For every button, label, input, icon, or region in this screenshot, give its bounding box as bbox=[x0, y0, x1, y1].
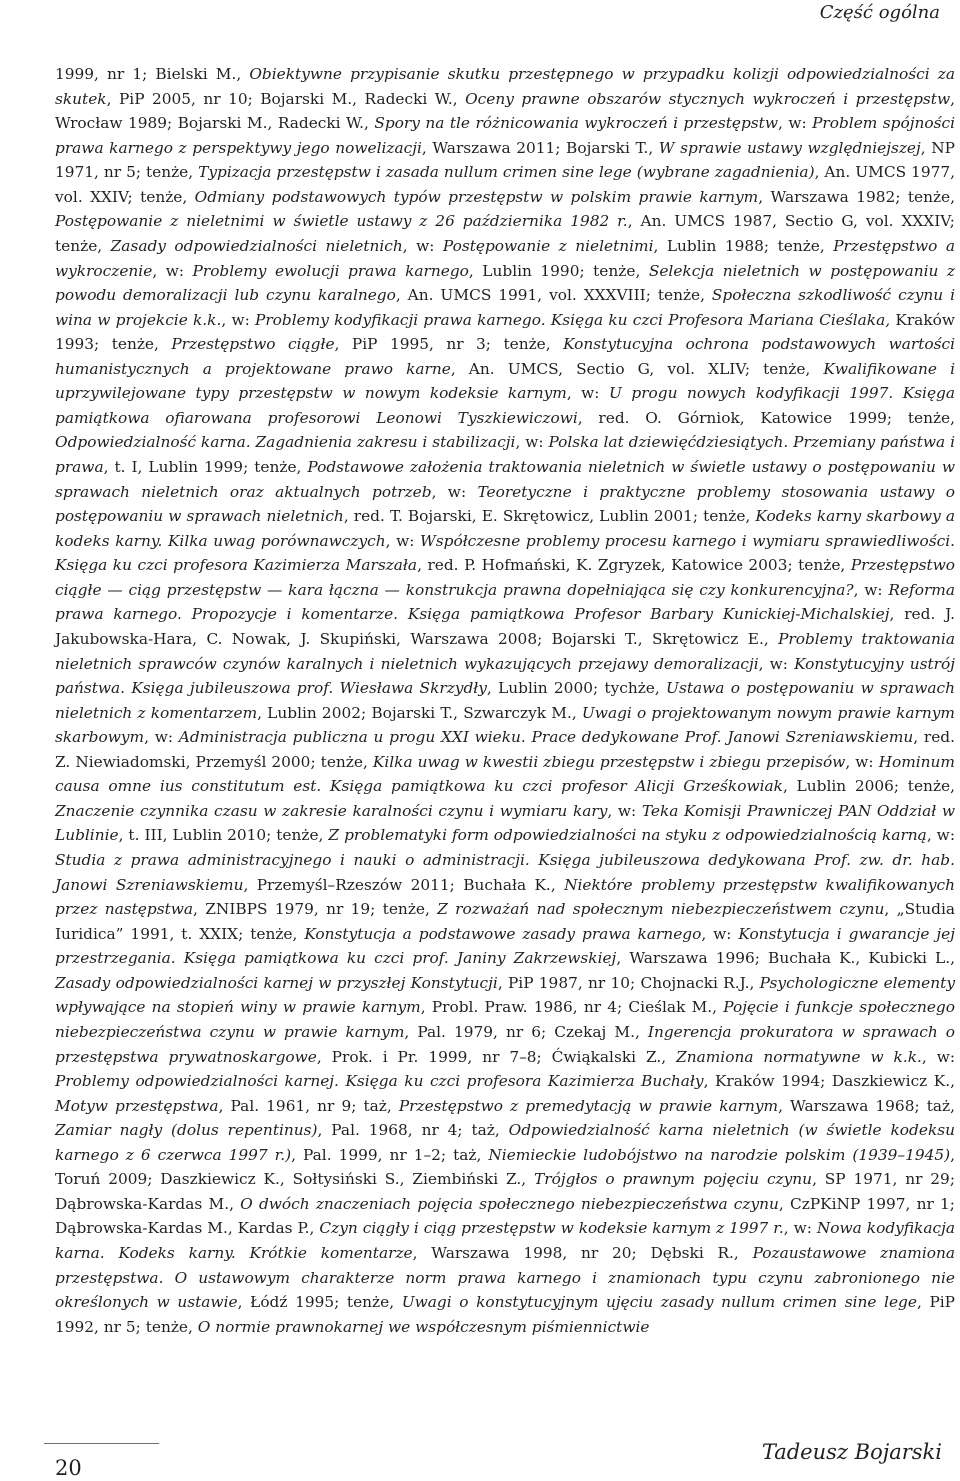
running-footer-author: Tadeusz Bojarski bbox=[761, 1440, 942, 1464]
running-header: Część ogólna bbox=[819, 2, 940, 23]
bibliography-text: 1999, nr 1; Bielski M., Obiektywne przypisanie skutku przestępnego w przypadku kolizji odpowiedzialności za skutek, PiP 2005, nr 10; Bojarski M., Radecki W., Oceny prawne obszarów stycznych wykroczeń i przestępstw, Wrocław 1989; Bojarski M., Radecki W., Spory na tle różnicowania wykroczeń i przestępstw, w: Problem spójności prawa karnego z perspektywy jego nowelizacji, Warszawa 2011; Bojarski T., W sprawie ustawy względniejszej, NP 1971, nr 5; tenże, Typizacja przestępstw i zasada nullum crimen sine lege (wybrane zagadnienia), An. UMCS 1977, vol. XXIV; tenże, Odmiany podstawowych typów przestępstw w polskim prawie karnym, Warszawa 1982; tenże, Postępowanie z nieletnimi w świetle ustawy z 26 października 1982 r., An. UMCS 1987, Sectio G, vol. XXXIV; tenże, Zasady odpowiedzialności nieletnich, w: Postępowanie z nieletnimi, Lublin 1988; tenże, Przestępstwo a wykroczenie, w: Problemy ewolucji prawa karnego, Lublin 1990; tenże, Selekcja nieletnich w postępowaniu z powodu demoralizacji lub czynu karalnego, An. UMCS 1991, vol. XXXVIII; tenże, Społeczna szkodliwość czynu i wina w projekcie k.k., w: Problemy kodyfikacji prawa karnego. Księga ku czci Profesora Mariana Cieślaka, Kraków 1993; tenże, Przestępstwo ciągłe, PiP 1995, nr 3; tenże, Konstytucyjna ochrona podstawowych wartości humanistycznych a projektowane prawo karne, An. UMCS, Sectio G, vol. XLIV; tenże, Kwalifikowane i uprzywilejowane typy przestępstw w nowym kodeksie karnym, w: U progu nowych kodyfikacji 1997. Księga pamiątkowa ofiarowana profesorowi Leonowi Tyszkiewiczowi, red. O. Górniok, Katowice 1999; tenże, Odpowiedzialność karna. Zagadnienia zakresu i stabilizacji, w: Polska lat dziewięćdziesiątych. Przemiany państwa i prawa, t. I, Lublin 1999; tenże, Podstawowe założenia traktowania nieletnich w świetle ustawy o postępowaniu w sprawach nieletnich oraz aktualnych potrzeb, w: Teoretyczne i praktyczne problemy stosowania ustawy o postępowaniu w sprawach nieletnich, red. T. Bojarski, E. Skrętowicz, Lublin 2001; tenże, Kodeks karny skarbowy a kodeks karny. Kilka uwag porównawczych, w: Współczesne problemy procesu karnego i wymiaru sprawiedliwości. Księga ku czci profesora Kazimierza Marszała, red. P. Hofmański, K. Zgryzek, Katowice 2003; tenże, Przestępstwo ciągłe — ciąg przestępstw — kara łączna — konstrukcja prawna dopełniająca się czy konkurencyjna?, w: Reforma prawa karnego. Propozycje i komentarze. Księga pamiątkowa Profesor Barbary Kunickiej-Michalskiej, red. J. Jakubowska-Hara, C. Nowak, J. Skupiński, Warszawa 2008; Bojarski T., Skrętowicz E., Problemy traktowania nieletnich sprawców czynów karalnych i nieletnich wykazujących przejawy demoralizacji, w: Konstytucyjny ustrój państwa. Księga jubileuszowa prof. Wiesława Skrzydły, Lublin 2000; tychże, Ustawa o postępowaniu w sprawach nieletnich z komentarzem, Lublin 2002; Bojarski T., Szwarczyk M., Uwagi o projektowanym nowym prawie karnym skarbowym, w: Administracja publiczna u progu XXI wieku. Prace dedykowane Prof. Janowi Szreniawskiemu, red. Z. Niewiadomski, Przemyśl 2000; tenże, Kilka uwag w kwestii zbiegu przestępstw i zbiegu przepisów, w: Hominum causa omne ius constitutum est. Księga pamiątkowa ku czci profesor Alicji Grześkowiak, Lublin 2006; tenże, Znaczenie czynnika czasu w zakresie karalności czynu i wymiaru kary, w: Teka Komisji Prawniczej PAN Oddział w Lublinie, t. III, Lublin 2010; tenże, Z problematyki form odpowiedzialności na styku z odpowiedzialnością karną, w: Studia z prawa administracyjnego i nauki o administracji. Księga jubileuszowa dedykowana Prof. zw. dr. hab. Janowi Szreniawskiemu, Przemyśl–Rzeszów 2011; Buchała K., Niektóre problemy przestępstw kwalifikowanych przez następstwa, ZNIBPS 1979, nr 19; tenże, Z rozważań nad społecznym niebezpieczeństwem czynu, „Studia Iuridica” 1991, t. XXIX; tenże, Konstytucja a podstawowe zasady prawa karnego, w: Konstytucja i gwarancje jej przestrzegania. Księga pamiątkowa ku czci prof. Janiny Zakrzewskiej, Warszawa 1996; Buchała K., Kubicki L., Zasady odpowiedzialności karnej w przyszłej Konstytucji, PiP 1987, nr 10; Chojnacki R.J., Psychologiczne elementy wpływające na stopień winy w prawie karnym, Probl. Praw. 1986, nr 4; Cieślak M., Pojęcie i funkcje społecznego niebezpieczeństwa czynu w prawie karnym, Pal. 1979, nr 6; Czekaj M., Ingerencja prokuratora w sprawach o przestępstwa prywatnoskargowe, Prok. i Pr. 1999, nr 7–8; Ćwiąkalski Z., Znamiona normatywne w k.k., w: Problemy odpowiedzialności karnej. Księga ku czci profesora Kazimierza Buchały, Kraków 1994; Daszkiewicz K., Motyw przestępstwa, Pal. 1961, nr 9; taż, Przestępstwo z premedytacją w prawie karnym, Warszawa 1968; taż, Zamiar nagły (dolus repentinus), Pal. 1968, nr 4; taż, Odpowiedzialność karna nieletnich (w świetle kodeksu karnego z 6 czerwca 1997 r.), Pal. 1999, nr 1–2; taż, Niemieckie ludobójstwo na narodzie polskim (1939–1945), Toruń 2009; Daszkiewicz K., Sołtysiński S., Ziembiński Z., Trójgłos o prawnym pojęciu czynu, SP 1971, nr 29; Dąbrowska-Kardas M., O dwóch znaczeniach pojęcia społecznego niebezpieczeństwa czynu, CzPKiNP 1997, nr 1; Dąbrowska-Kardas M., Kardas P., Czyn ciągły i ciąg przestępstw w kodeksie karnym z 1997 r., w: Nowa kodyfikacja karna. Kodeks karny. Krótkie komentarze, Warszawa 1998, nr 20; Dębski R., Pozaustawowe znamiona przestępstwa. O ustawowym charakterze norm prawa karnego i znamionach typu czynu zabronionego nie określonych w ustawie, Łódź 1995; tenże, Uwagi o konstytucyjnym ujęciu zasady nullum crimen sine lege, PiP 1992, nr 5; tenże, O normie prawnokarnej we współczesnym piśmiennictwie bbox=[55, 65, 956, 1336]
page-number: 20 bbox=[55, 1456, 82, 1480]
footer-divider bbox=[44, 1443, 159, 1444]
